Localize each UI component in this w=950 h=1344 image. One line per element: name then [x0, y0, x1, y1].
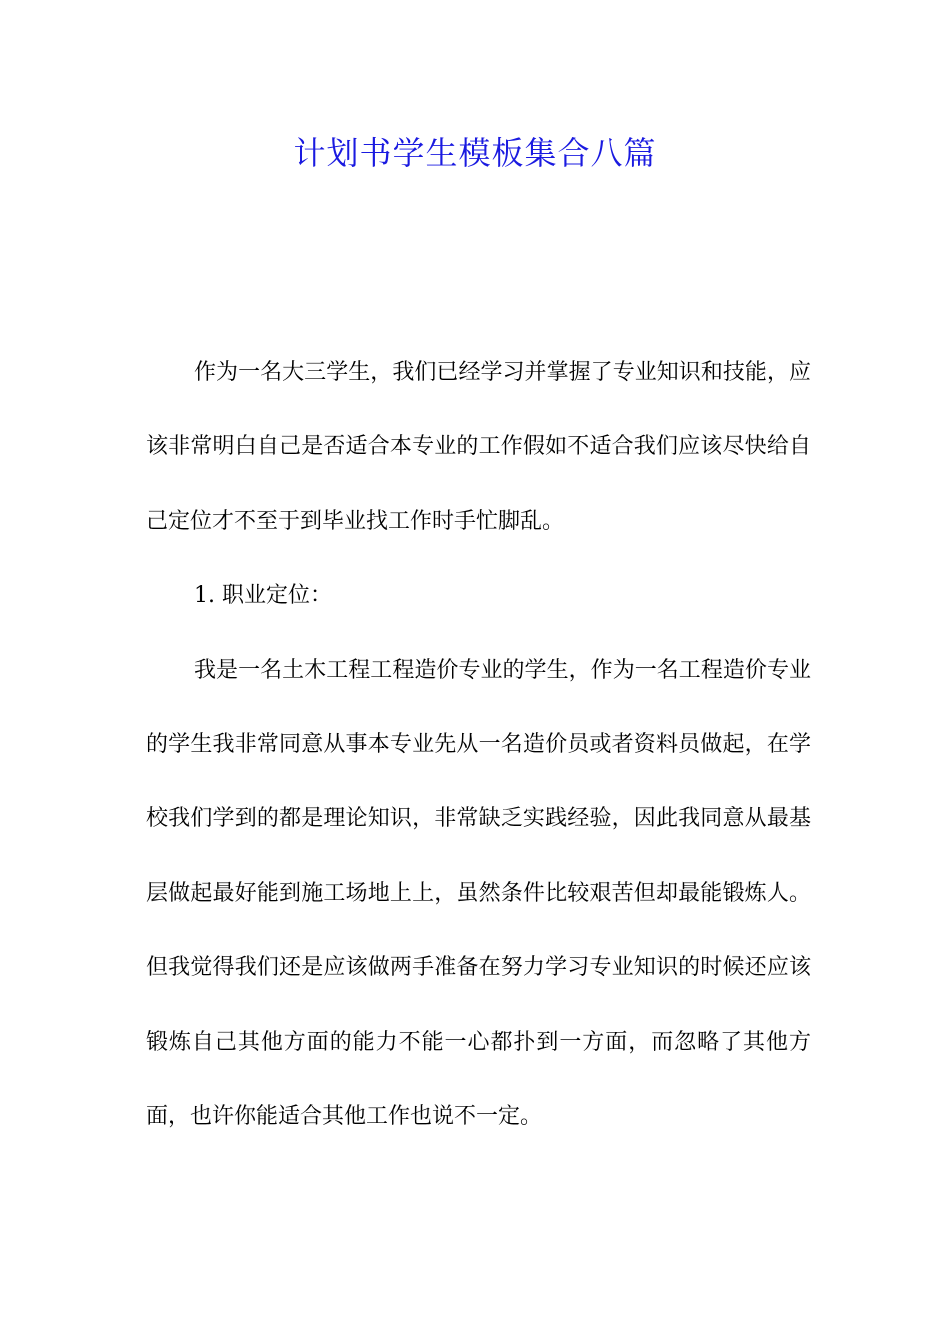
document-title: 计划书学生模板集合八篇	[293, 134, 657, 172]
career-paragraph: 我是一名土木工程工程造价专业的学生，作为一名工程造价专业的学生我非常同意从事本专业先从一名造价员或者资料员做起，在学校我们学到的都是理论知识，非常缺乏实践经验，因此我同意从最基层做起最好能到施工场地上上，虽然条件比较艰苦但却最能锻炼人。但我觉得我们还是应该做两手准备在努力学习专业知识的时候还应该锻炼自己其他方面的能力不能一心都扑到一方面，而忽略了其他方面，也许你能适合其他工作也说不一定。	[146, 657, 811, 1130]
document-body	[146, 336, 811, 1154]
section-heading-career-positioning: 1. 职业定位：	[194, 583, 332, 609]
intro-paragraph: 作为一名大三学生，我们已经学习并掌握了专业知识和技能，应该非常明白自己是否适合本专业的工作假如不适合我们应该尽快给自己定位才不至于到毕业找工作时手忙脚乱。	[146, 360, 811, 534]
